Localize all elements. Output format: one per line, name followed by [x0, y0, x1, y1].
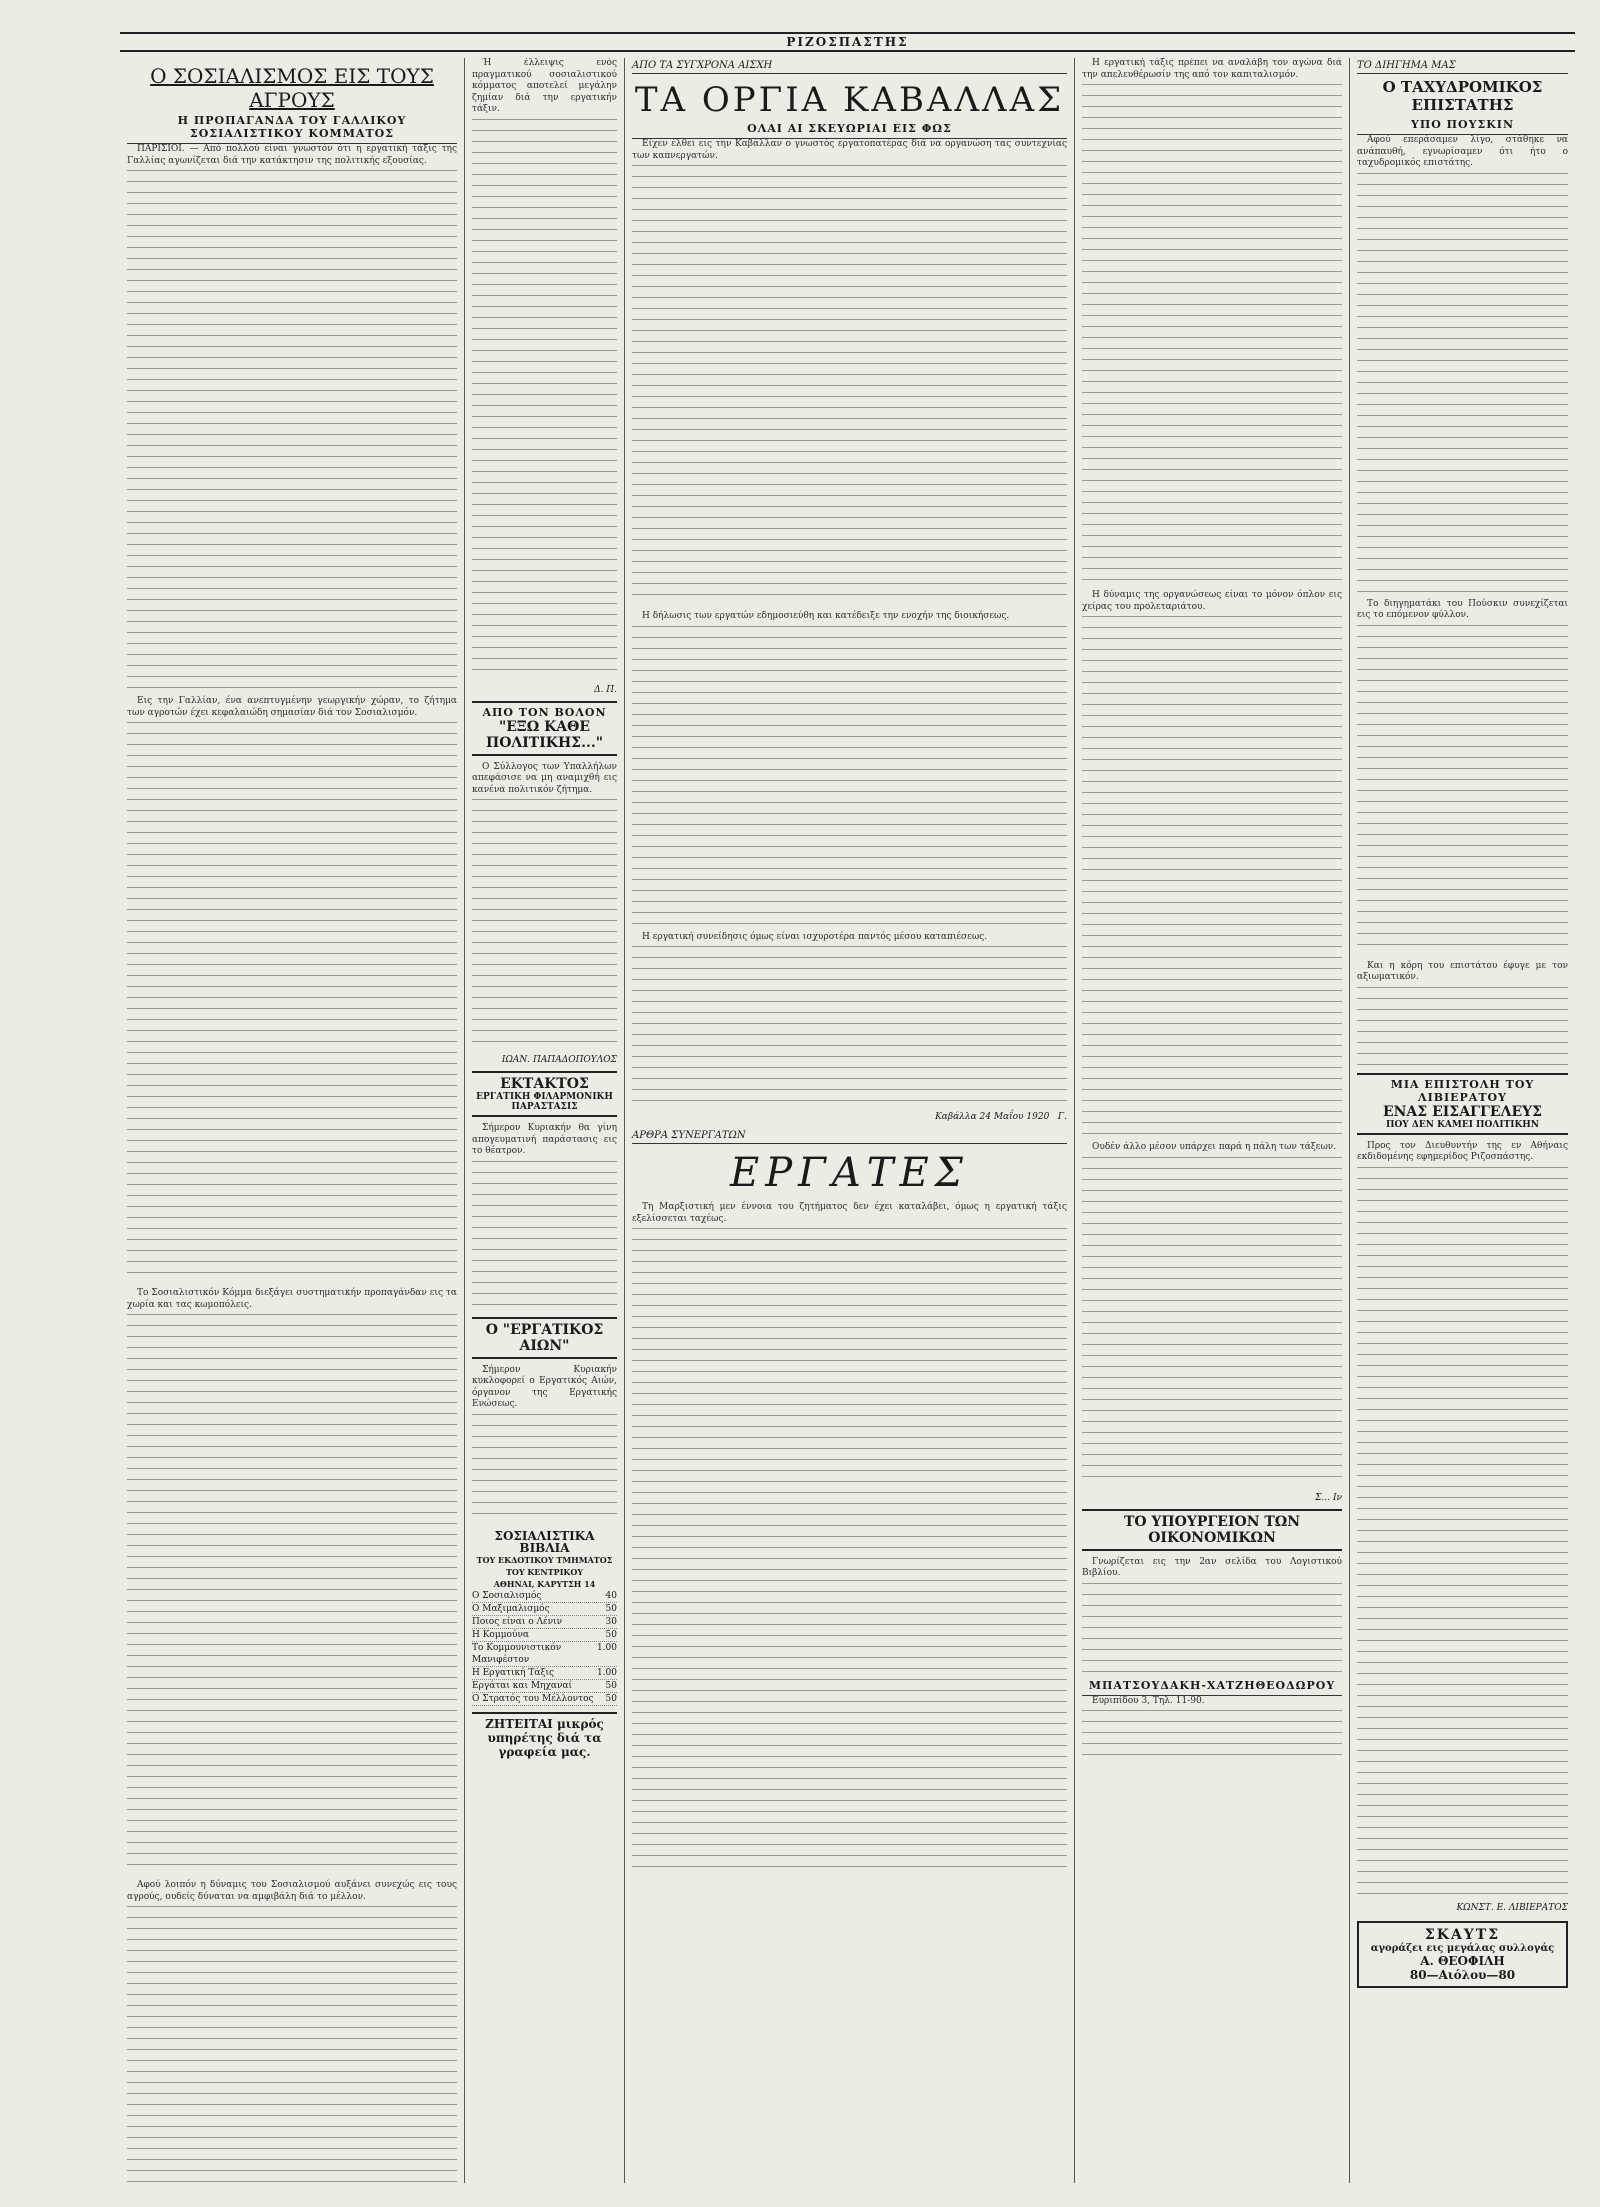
story-text-block — [1357, 987, 1568, 1067]
socialism-paragraph: Το Σοσιαλιστικόν Κόμμα διεξάγει συστηματικήν προπαγάνδαν εις τα χωρία και τας κωμοπόλεις. — [127, 1288, 457, 1310]
kavala-text-block — [632, 626, 1067, 926]
socialism-text-block — [127, 722, 457, 1282]
advert-headline: ΣΚΑΥΤΣ — [1424, 1926, 1501, 1943]
wanted-notice: ΖΗΤΕΙΤΑΙ μικρός υπηρέτης διά τα γραφεία μας. — [472, 1712, 617, 1759]
ministry-signature: ΜΠΑΤΣΟΥΔΑΚΗ-ΧΑΤΖΗΘΕΟΔΩΡΟΥ — [1082, 1679, 1342, 1696]
volos-headline: "ΕΞΩ ΚΑΘΕ ΠΟΛΙΤΙΚΗΣ..." — [485, 718, 603, 751]
article-paragraph: Ή έλλειψις ενός πραγματικού σοσιαλιστικού κόμματος αποτελεί μεγάλην ζημίαν διά την εργατικήν τάξιν. — [472, 58, 617, 114]
kavala-text-block — [632, 946, 1067, 1106]
book-price: 50 — [605, 1629, 617, 1640]
article-signature: Δ. Π. — [594, 684, 617, 695]
book-price: 50 — [605, 1680, 617, 1691]
volos-paragraph: Ο Σύλλογος των Υπαλλήλων απεφάσισε να μη αναμιχθή εις κανένα πολιτικόν ζήτημα. — [472, 761, 617, 795]
ektaktos-headline: ΕΚΤΑΚΤΟΣ — [500, 1076, 589, 1092]
ergates-headline: ΕΡΓΑΤΕΣ — [730, 1150, 969, 1196]
continuation-signature: Σ... Ιν — [1315, 1492, 1342, 1503]
letter-text-block — [1357, 1167, 1568, 1897]
kavala-date: Καβάλλα 24 Μαΐου 1920 — [935, 1112, 1050, 1122]
book-row — [472, 1693, 617, 1706]
book-row — [472, 1629, 617, 1642]
kavala-kicker: ΑΠΟ ΤΑ ΣΥΓΧΡΟΝΑ ΑΙΣΧΗ — [632, 58, 1067, 74]
socialism-text-block — [127, 170, 457, 690]
masthead — [120, 32, 1575, 52]
continuation-text-block — [1082, 84, 1342, 584]
ministry-text-block — [1082, 1583, 1342, 1673]
story-paragraph: Το διηγηματάκι του Πούσκιν συνεχίζεται εις το επόμενον φύλλον. — [1357, 598, 1568, 620]
column-story — [1350, 58, 1575, 2183]
socialism-text-block — [127, 1906, 457, 2183]
letter-box — [1357, 1073, 1568, 1135]
story-kicker: ΤΟ ΔΙΗΓΗΜΑ ΜΑΣ — [1357, 58, 1568, 74]
book-title: Ποιος είναι ο Λένιν — [472, 1616, 563, 1627]
column-continuation — [1075, 58, 1350, 2183]
ektaktos-paragraph: Σήμερον Κυριακήν θα γίνη απογευματινή παράστασις εις το θέατρον. — [472, 1123, 617, 1156]
books-address: ΑΘΗΝΑΙ, ΚΑΡΥΤΣΗ 14 — [493, 1578, 596, 1589]
ministry-paragraph: Γνωρίζεται εις την 2αν σελίδα του Λογιστικού Βιβλίου. — [1082, 1556, 1342, 1578]
socialism-paragraph: Εις την Γαλλίαν, ένα ανεπτυγμένην γεωργικήν χώραν, το ζήτημα των αγροτών έχει κεφαλαιώδη σημασίαν διά τον Σοσιαλισμόν. — [127, 696, 457, 718]
story-text-block — [1357, 625, 1568, 955]
continuation-text-block — [1082, 616, 1342, 1136]
books-headline: ΣΟΣΙΑΛΙΣΤΙΚΑ ΒΙΒΛΙΑ — [494, 1528, 595, 1555]
advert-box — [1357, 1921, 1568, 1988]
ektaktos-subhead: ΕΡΓΑΤΙΚΗ ΦΙΛΑΡΜΟΝΙΚΗ ΠΑΡΑΣΤΑΣΙΣ — [476, 1092, 613, 1112]
ergates-kicker: ΑΡΘΡΑ ΣΥΝΕΡΓΑΤΩΝ — [632, 1128, 1067, 1144]
book-title: Το Κομμουνιστικόν Μανιφέστον — [472, 1642, 562, 1665]
continuation-paragraph: Η δύναμις της οργανώσεως είναι το μόνον όπλον εις χείρας του προλεταριάτου. — [1082, 590, 1342, 612]
socialism-paragraph: Αφού λοιπόν η δύναμις του Σοσιαλισμού αυξάνει συνεχώς εις τους αγρούς, ουδείς δύναται να αμφιβάλη διά το μέλλον. — [127, 1880, 457, 1902]
volos-signature: ΙΩΑΝ. ΠΑΠΑΔΟΠΟΥΛΟΣ — [501, 1055, 617, 1065]
continuation-text-block — [1082, 1157, 1342, 1487]
letter-subhead: ΠΟΥ ΔΕΝ ΚΑΜΕΙ ΠΟΛΙΤΙΚΗΝ — [1385, 1119, 1540, 1130]
letter-paragraph: Προς τον Διευθυντήν της εν Αθήναις εκδιδομένης εφημερίδος Ριζοσπάστης. — [1357, 1140, 1568, 1162]
article-text-block — [472, 119, 617, 679]
ektaktos-box — [472, 1071, 617, 1117]
letter-headline: ΕΝΑΣ ΕΙΣΑΓΓΕΛΕΥΣ — [1382, 1103, 1543, 1120]
column-news — [465, 58, 625, 2183]
advert-address: 80—Αιόλου—80 — [1409, 1967, 1516, 1982]
aion-text-block — [472, 1414, 617, 1524]
masthead-title: ΡΙΖΟΣΠΑΣΤΗΣ — [786, 35, 909, 49]
advert-name: Α. ΘΕΟΦΙΛΗ — [1420, 1953, 1505, 1968]
socialism-subhead: Η ΠΡΟΠΑΓΑΝΔΑ ΤΟΥ ΓΑΛΛΙΚΟΥ ΣΟΣΙΑΛΙΣΤΙΚΟΥ ΚΟΜΜΑΤΟΣ — [127, 114, 457, 144]
book-row — [472, 1642, 617, 1667]
ministry-address: Ευριπίδου 3, Τηλ. 11-90. — [1092, 1695, 1205, 1706]
books-publisher: ΤΟΥ ΕΚΔΟΤΙΚΟΥ ΤΜΗΜΑΤΟΣ ΤΟΥ ΚΕΝΤΡΙΚΟΥ — [476, 1554, 613, 1577]
aion-box — [472, 1317, 617, 1359]
story-text-block — [1357, 173, 1568, 593]
continuation-paragraph: Ουδέν άλλο μέσον υπάρχει παρά η πάλη των τάξεων. — [1092, 1142, 1337, 1152]
aion-headline: Ο "ΕΡΓΑΤΙΚΟΣ ΑΙΩΝ" — [485, 1321, 604, 1354]
letter-label: ΜΙΑ ΕΠΙΣΤΟΛΗ ΤΟΥ ΛΙΒΙΕΡΑΤΟΥ — [1390, 1077, 1535, 1104]
ektaktos-text-block — [472, 1161, 617, 1311]
ergates-text-block — [632, 1228, 1067, 1868]
ministry-box — [1082, 1509, 1342, 1551]
volos-label: ΑΠΟ ΤΟΝ ΒΟΛΟΝ — [482, 705, 607, 719]
kavala-paragraph: Η εργατική συνείδησις όμως είναι ισχυροτέρα παντός μέσου καταπιέσεως. — [642, 931, 988, 942]
story-byline: ΥΠΟ ΠΟΥΣΚΙΝ — [1357, 118, 1568, 135]
book-title: Ο Μαξιμαλισμός — [472, 1603, 550, 1614]
book-title: Εργάται και Μηχαναί — [472, 1680, 573, 1691]
book-row — [472, 1680, 617, 1693]
volos-box — [472, 701, 617, 756]
story-paragraph: Αφού επεράσαμεν λίγο, στάθηκε να ανάπαυθή, εγνωρίσαμεν ότι ήτο ο ταχυδρομικός επιστάτης. — [1357, 135, 1568, 168]
volos-text-block — [472, 799, 617, 1049]
kavala-headline: ΤΑ ΟΡΓΙΑ ΚΑΒΑΛΛΑΣ — [634, 80, 1065, 120]
kavala-paragraph: Η δήλωσις των εργατών εδημοσιεύθη και κατέδειξε την ενοχήν της διοικήσεως. — [642, 611, 1010, 621]
book-price: 40 — [605, 1590, 617, 1601]
book-row — [472, 1590, 617, 1603]
column-kavala — [625, 58, 1075, 2183]
story-paragraph: Και η κόρη του επιστάτου έφυγε με τον αξιωματικόν. — [1357, 960, 1568, 982]
book-row — [472, 1616, 617, 1629]
book-price: 50 — [605, 1693, 617, 1704]
kavala-paragraph: Είχεν έλθει εις την Καβάλλαν ο γνωστός εργατοπατέρας διά να οργανώση τας συντεχνίας των καπνεργατών. — [632, 139, 1067, 161]
ergates-paragraph: Τη Μαρξιστική μεν έννοια του ζητήματος δεν έχει καταλάβει, όμως η εργατική τάξις εξελίσσεται ταχέως. — [632, 1202, 1067, 1224]
book-price: 50 — [605, 1603, 617, 1614]
ministry-text-block — [1082, 1710, 1342, 1760]
aion-paragraph: Σήμερον Κυριακήν κυκλοφορεί ο Εργατικός Αιών, όργανον της Εργατικής Ενώσεως. — [472, 1364, 617, 1409]
letter-signature: ΚΩΝΣΤ. Ε. ΛΙΒΙΕΡΑΤΟΣ — [1456, 1902, 1568, 1913]
book-title: Ο Σοσιαλισμός — [472, 1590, 542, 1601]
kavala-signature — [632, 1112, 1067, 1122]
socialism-text-block — [127, 1314, 457, 1874]
book-row — [472, 1667, 617, 1680]
books-list — [472, 1530, 617, 1706]
book-price: 1.00 — [596, 1667, 617, 1678]
socialism-headline: Ο ΣΟΣΙΑΛΙΣΜΟΣ ΕΙΣ ΤΟΥΣ ΑΓΡΟΥΣ — [150, 64, 434, 112]
book-title: Ο Στρατός του Μέλλοντος — [472, 1693, 594, 1704]
book-title: Η Εργατική Τάξις — [472, 1667, 555, 1678]
book-price: 30 — [605, 1616, 617, 1627]
continuation-paragraph: Η εργατική τάξις πρέπει να αναλάβη τον αγώνα διά την απελευθέρωσίν της από τον καπιταλισμόν. — [1082, 58, 1342, 80]
socialism-paragraph: ΠΑΡΙΣΙΟΙ. — Από πολλού είναι γνωστόν ότι η εργατική τάξις της Γαλλίας αγωνίζεται διά την κατάκτησιν της πολιτικής εξουσίας. — [127, 144, 457, 166]
book-price: 1.00 — [596, 1642, 617, 1653]
kavala-initial: Γ. — [1057, 1112, 1067, 1122]
book-title: Η Κομμούνα — [472, 1629, 529, 1640]
column-socialism — [120, 58, 465, 2183]
book-row — [472, 1603, 617, 1616]
story-headline: Ο ΤΑΧΥΔΡΟΜΙΚΟΣ ΕΠΙΣΤΑΤΗΣ — [1382, 78, 1543, 114]
kavala-subhead: ΟΛΑΙ ΑΙ ΣΚΕΥΩΡΙΑΙ ΕΙΣ ΦΩΣ — [632, 122, 1067, 139]
advert-text: αγοράζει εις μεγάλας συλλογάς — [1370, 1942, 1555, 1954]
kavala-text-block — [632, 165, 1067, 605]
ministry-headline: ΤΟ ΥΠΟΥΡΓΕΙΟΝ ΤΩΝ ΟΙΚΟΝΟΜΙΚΩΝ — [1123, 1513, 1301, 1546]
